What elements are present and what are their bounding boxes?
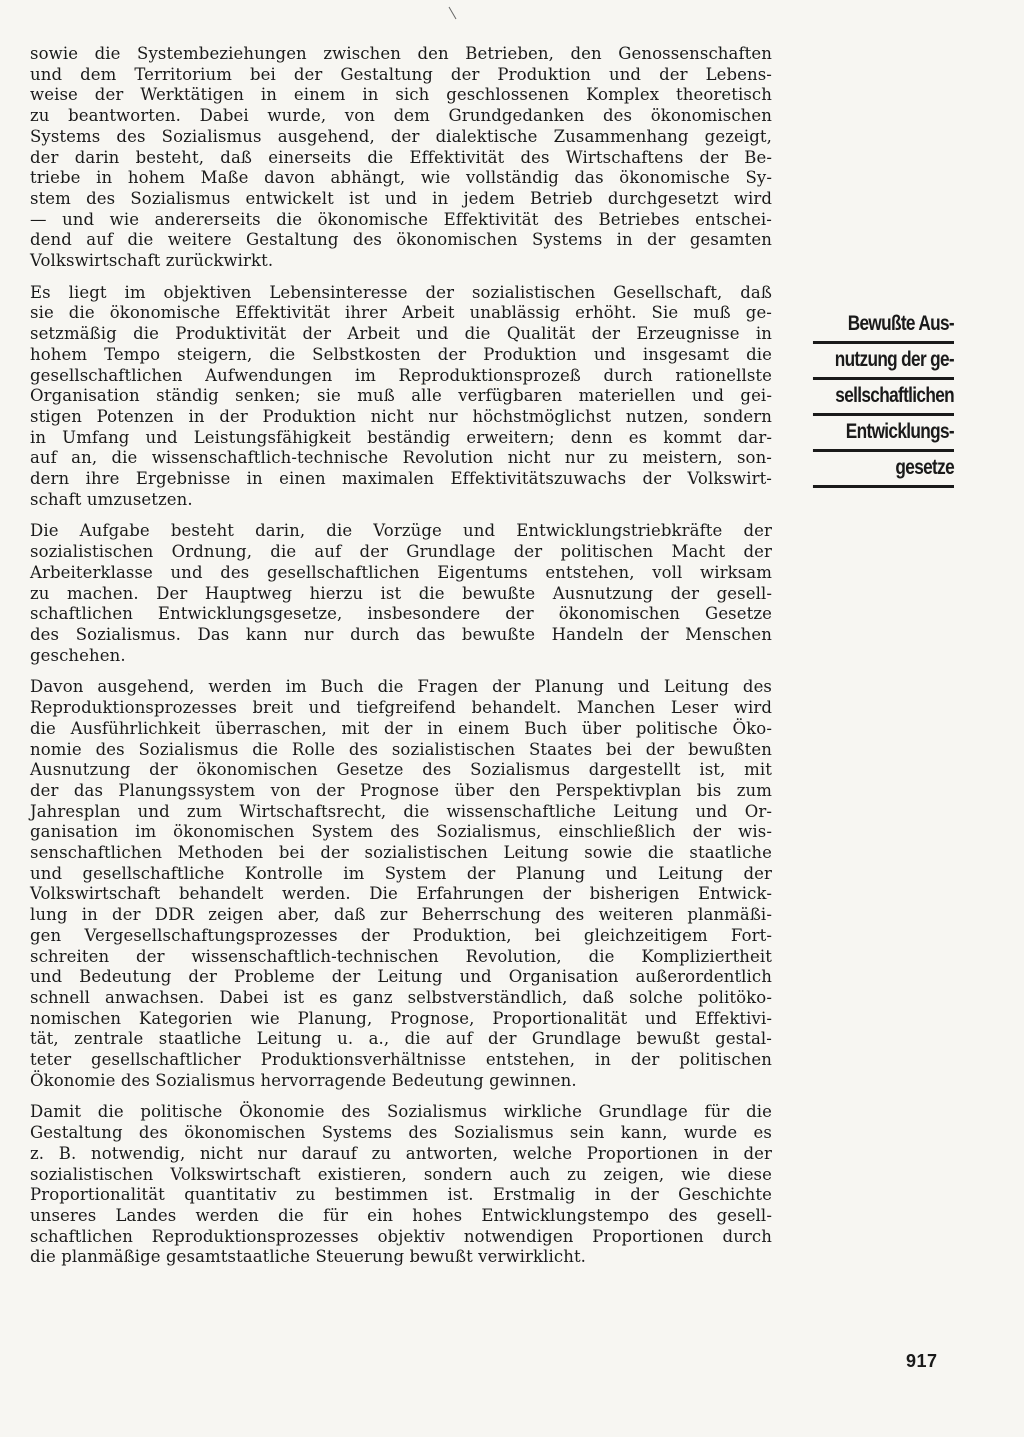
text-line: Organisation ständig senken; sie muß alle verfügbaren materiellen und gei- [30,386,772,406]
text-line: Ökonomie des Sozialismus hervorragende Bedeutung gewinnen. [30,1070,577,1090]
text-line: die Ausführlichkeit überraschen, mit der in einem Buch über politische Öko- [30,718,772,738]
text-line: Damit die politische Ökonomie des Sozialismus wirkliche Grundlage für die [30,1102,772,1122]
text-line: Volkswirtschaft behandelt werden. Die Erfahrungen der bisherigen Entwick- [30,884,772,904]
text-line: in Umfang und Leistungsfähigkeit beständig erweitern; denn es kommt dar- [30,427,772,447]
paragraph-1 [30,44,772,272]
text-line: hohem Tempo steigern, die Selbstkosten der Produktion und insgesamt die [30,344,772,364]
text-line: gen Vergesellschaftungsprozesses der Produktion, bei gleichzeitigem Fort- [30,925,772,945]
text-line: sozialistischen Ordnung, die auf der Grundlage der politischen Macht der [30,542,772,562]
text-line: die planmäßige gesamtstaatliche Steuerung bewußt verwirklicht. [30,1247,587,1267]
text-line: Systems des Sozialismus ausgehend, der dialektische Zusammenhang gezeigt, [30,126,772,146]
text-line: ganisation im ökonomischen System des Sozialismus, einschließlich der wis- [30,822,772,842]
margin-note-line: gesetze [813,452,954,488]
text-line: zu machen. Der Hauptweg hierzu ist die bewußte Ausnutzung der gesell- [30,583,772,603]
scan-artifact-mark [449,7,457,20]
text-line: — und wie andererseits die ökonomische Effektivität des Betriebes entschei- [30,209,772,229]
text-line: dend auf die weitere Gestaltung des ökonomischen Systems in der gesamten [30,230,772,250]
text-line: Arbeiterklasse und des gesellschaftlichen Eigentums entstehen, voll wirksam [30,562,772,582]
paragraph-4 [30,677,772,1091]
text-line: gesellschaftlichen Aufwendungen im Reproduktionsprozeß durch rationellste [30,365,772,385]
text-line: schaftlichen Reproduktionsprozesses objektiv notwendigen Proportionen durch [30,1226,772,1246]
margin-note [813,308,954,488]
text-line: Gestaltung des ökonomischen Systems des Sozialismus sein kann, wurde es [30,1123,772,1143]
text-line: Proportionalität quantitativ zu bestimmen ist. Erstmalig in der Geschichte [30,1185,772,1205]
text-line: z. B. notwendig, nicht nur darauf zu antworten, welche Proportionen in der [30,1143,772,1163]
text-line: Die Aufgabe besteht darin, die Vorzüge und Entwicklungstriebkräfte der [30,521,772,541]
text-line: tät, zentrale staatliche Leitung u. a., die auf der Grundlage bewußt gestal- [30,1029,772,1049]
text-line: Reproduktionsprozesses breit und tiefgreifend behandelt. Manchen Leser wird [30,698,772,718]
paragraph-3 [30,521,772,666]
text-line: stem des Sozialismus entwickelt ist und in jedem Betrieb durchgesetzt wird [30,188,772,208]
text-line: Davon ausgehend, werden im Buch die Fragen der Planung und Leitung des [30,677,772,697]
text-line: des Sozialismus. Das kann nur durch das bewußte Handeln der Menschen [30,624,772,644]
text-line: nomie des Sozialismus die Rolle des sozialistischen Staates bei der bewußten [30,739,772,759]
text-line: zu beantworten. Dabei wurde, von dem Grundgedanken des ökonomischen [30,106,772,126]
text-line: senschaftlichen Methoden bei der sozialistischen Leitung sowie die staatliche [30,843,772,863]
text-line: der das Planungssystem von der Prognose über den Perspektivplan bis zum [30,780,772,800]
text-line: auf an, die wissenschaftlich-technische Revolution nicht nur zu meistern, son- [30,448,772,468]
text-line: unseres Landes werden die für ein hohes Entwicklungstempo des gesell- [30,1205,772,1225]
text-line: Volkswirtschaft zurückwirkt. [30,251,274,271]
margin-note-line: Entwicklungs- [813,416,954,452]
text-line: lung in der DDR zeigen aber, daß zur Beherrschung des weiteren planmäßi- [30,905,772,925]
text-line: sie die ökonomische Effektivität ihrer Arbeit unablässig erhöht. Sie muß ge- [30,303,772,323]
margin-note-line: nutzung der ge- [813,344,954,380]
text-line: der darin besteht, daß einerseits die Effektivität des Wirtschaftens der Be- [30,147,772,167]
margin-note-line: sellschaftlichen [813,380,954,416]
paragraph-5 [30,1102,772,1268]
text-line: nomischen Kategorien wie Planung, Prognose, Proportionalität und Effektivi- [30,1008,772,1028]
text-line: Es liegt im objektiven Lebensinteresse der sozialistischen Gesellschaft, daß [30,282,772,302]
text-line: setzmäßig die Produktivität der Arbeit und die Qualität der Erzeugnisse in [30,324,772,344]
text-line: geschehen. [30,645,126,665]
text-line: schreiten der wissenschaftlich-technischen Revolution, die Kompliziertheit [30,946,772,966]
text-line: dern ihre Ergebnisse in einen maximalen Effektivitätszuwachs der Volkswirt- [30,469,772,489]
margin-note-line: Bewußte Aus- [813,308,954,344]
text-line: schaft umzusetzen. [30,489,193,509]
text-line: weise der Werktätigen in einem in sich geschlossenen Komplex theoretisch [30,85,772,105]
main-text-column [30,44,772,1279]
text-line: und gesellschaftliche Kontrolle im System der Planung und Leitung der [30,863,772,883]
text-line: sowie die Systembeziehungen zwischen den Betrieben, den Genossenschaften [30,44,772,63]
text-line: stigen Potenzen in der Produktion nicht nur höchstmöglichst nutzen, sondern [30,406,772,426]
text-line: schaftlichen Entwicklungsgesetze, insbesondere der ökonomischen Gesetze [30,604,772,624]
text-line: und dem Territorium bei der Gestaltung der Produktion und der Lebens- [30,64,772,84]
paragraph-2 [30,283,772,511]
text-line: teter gesellschaftlicher Produktionsverhältnisse entstehen, in der politischen [30,1050,772,1070]
text-line: Jahresplan und zum Wirtschaftsrecht, die wissenschaftliche Leitung und Or- [30,801,772,821]
text-line: sozialistischen Volkswirtschaft existieren, sondern auch zu zeigen, wie diese [30,1164,772,1184]
text-line: schnell anwachsen. Dabei ist es ganz selbstverständlich, daß solche politöko- [30,987,772,1007]
text-line: triebe in hohem Maße davon abhängt, wie vollständig das ökonomische Sy- [30,168,772,188]
text-line: Ausnutzung der ökonomischen Gesetze des Sozialismus dargestellt ist, mit [30,760,772,780]
page-number: 917 [906,1351,938,1371]
text-line: und Bedeutung der Probleme der Leitung und Organisation außerordentlich [30,967,772,987]
